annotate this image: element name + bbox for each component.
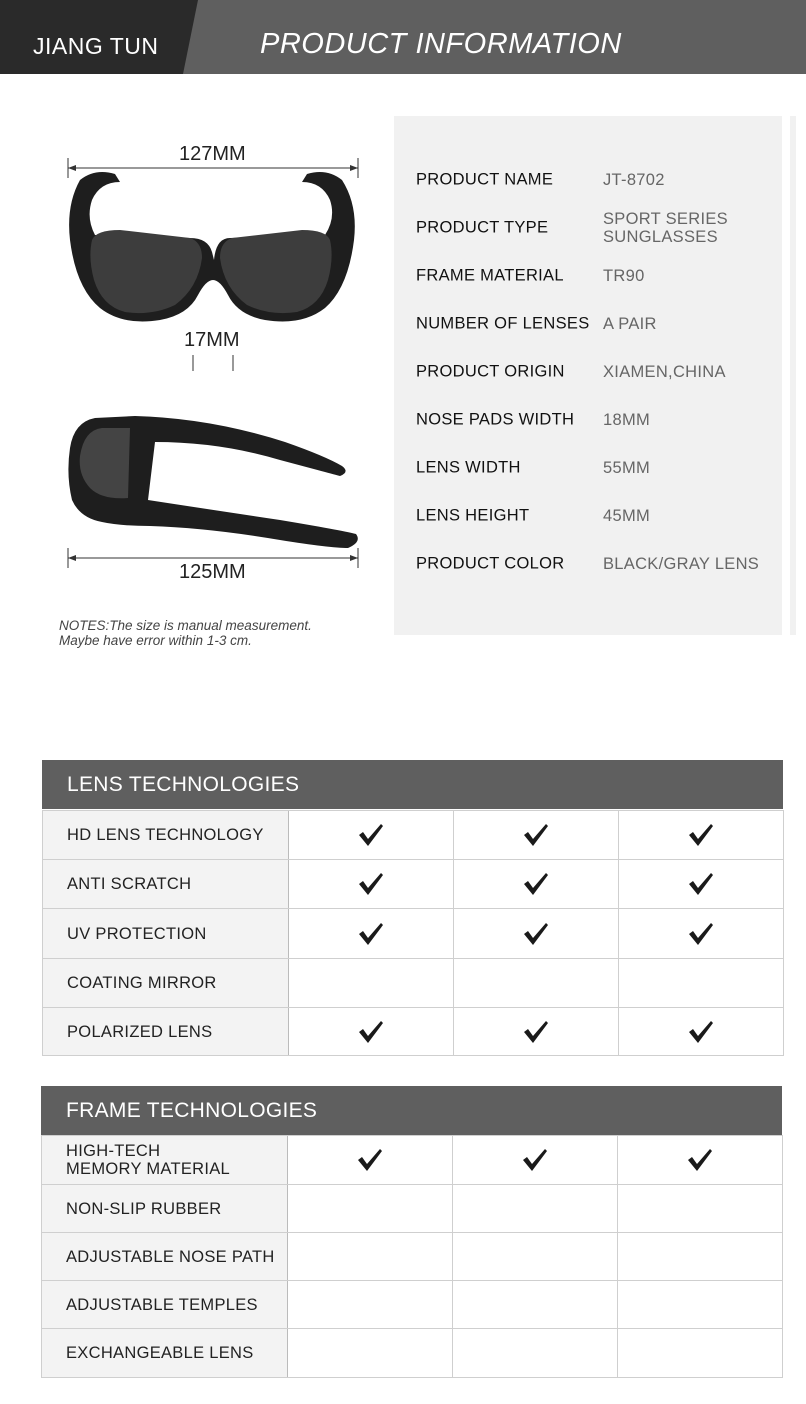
feature-label-cell xyxy=(43,959,289,1007)
feature-cell xyxy=(289,811,454,859)
feature-cell xyxy=(454,811,619,859)
feature-cell xyxy=(454,1008,619,1055)
feature-label-cell xyxy=(43,811,289,859)
check-icon xyxy=(523,823,549,847)
feature-label: UV PROTECTION xyxy=(67,924,207,943)
bridge-dimension: 17MM xyxy=(184,329,240,351)
info-row xyxy=(394,352,782,392)
feature-cell xyxy=(454,959,619,1007)
table-row xyxy=(42,1329,783,1378)
brand-name: JIANG TUN xyxy=(33,33,159,59)
info-key: NOSE PADS WIDTH xyxy=(416,410,575,429)
feature-label-cell xyxy=(42,1185,288,1232)
frame-tech-table xyxy=(41,1135,783,1378)
feature-cell xyxy=(289,860,454,908)
feature-label: NON-SLIP RUBBER xyxy=(66,1199,222,1218)
feature-cell xyxy=(289,909,454,958)
table-row xyxy=(43,959,784,1008)
measurement-notes xyxy=(59,618,312,648)
feature-label: POLARIZED LENS xyxy=(67,1022,213,1041)
page-title: PRODUCT INFORMATION xyxy=(260,28,622,60)
feature-label-cell xyxy=(42,1233,288,1280)
feature-cell xyxy=(288,1233,453,1280)
info-row xyxy=(394,304,782,344)
feature-cell xyxy=(618,1185,783,1232)
feature-label: ADJUSTABLE TEMPLES xyxy=(66,1295,258,1314)
info-key: PRODUCT ORIGIN xyxy=(416,362,565,381)
frame-tech-title: FRAME TECHNOLOGIES xyxy=(66,1098,318,1122)
check-icon xyxy=(522,1148,548,1172)
table-row xyxy=(42,1136,783,1185)
check-icon xyxy=(358,872,384,896)
lens-tech-header xyxy=(42,760,783,809)
feature-cell xyxy=(453,1233,618,1280)
feature-label-cell xyxy=(42,1281,288,1328)
feature-label: ADJUSTABLE NOSE PATH xyxy=(66,1247,275,1266)
info-row xyxy=(394,256,782,296)
width-dimension: 127MM xyxy=(179,143,246,165)
info-value: SPORT SERIES SUNGLASSES xyxy=(603,210,728,246)
info-key: PRODUCT NAME xyxy=(416,170,554,189)
info-key: LENS HEIGHT xyxy=(416,506,530,525)
info-row xyxy=(394,208,782,248)
product-info-panel xyxy=(394,116,782,635)
feature-label-cell xyxy=(43,909,289,958)
info-row xyxy=(394,544,782,584)
table-row xyxy=(43,811,784,860)
feature-cell xyxy=(454,909,619,958)
info-value: 18MM xyxy=(603,411,651,429)
feature-cell xyxy=(288,1281,453,1328)
info-row xyxy=(394,496,782,536)
front-view-glasses xyxy=(69,172,355,322)
feature-cell xyxy=(453,1281,618,1328)
info-value: XIAMEN,CHINA xyxy=(603,363,726,381)
table-row xyxy=(42,1185,783,1233)
info-row xyxy=(394,400,782,440)
table-row xyxy=(43,1008,784,1056)
temple-dimension: 125MM xyxy=(179,561,246,583)
check-icon xyxy=(358,922,384,946)
info-row xyxy=(394,448,782,488)
feature-cell xyxy=(453,1136,618,1184)
check-icon xyxy=(688,823,714,847)
notes-line-1: NOTES:The size is manual measurement. xyxy=(59,618,312,633)
check-icon xyxy=(358,823,384,847)
feature-cell xyxy=(453,1185,618,1232)
feature-label: EXCHANGEABLE LENS xyxy=(66,1344,254,1362)
check-icon xyxy=(687,1148,713,1172)
table-row xyxy=(42,1281,783,1329)
check-icon xyxy=(523,1020,549,1044)
side-view-glasses xyxy=(68,416,357,548)
feature-cell xyxy=(619,1008,784,1055)
info-key: NUMBER OF LENSES xyxy=(416,314,590,333)
feature-label-cell xyxy=(42,1329,288,1377)
feature-cell xyxy=(619,909,784,958)
feature-cell xyxy=(288,1329,453,1377)
lens-tech-title: LENS TECHNOLOGIES xyxy=(67,772,300,796)
check-icon xyxy=(688,1020,714,1044)
info-key: PRODUCT TYPE xyxy=(416,218,549,237)
notes-line-2: Maybe have error within 1-3 cm. xyxy=(59,633,252,648)
info-value: A PAIR xyxy=(603,315,657,333)
feature-cell xyxy=(619,860,784,908)
info-key: FRAME MATERIAL xyxy=(416,266,564,285)
feature-cell xyxy=(618,1233,783,1280)
check-icon xyxy=(523,922,549,946)
feature-cell xyxy=(289,1008,454,1055)
feature-cell xyxy=(618,1329,783,1377)
sunglasses-illustration xyxy=(40,130,380,600)
info-value: 45MM xyxy=(603,507,651,525)
info-value: BLACK/GRAY LENS xyxy=(603,555,760,573)
info-key: PRODUCT COLOR xyxy=(416,554,565,573)
check-icon xyxy=(523,872,549,896)
feature-label: ANTI SCRATCH xyxy=(67,875,192,893)
check-icon xyxy=(358,1020,384,1044)
feature-cell xyxy=(619,811,784,859)
info-value: 55MM xyxy=(603,459,651,477)
feature-cell xyxy=(454,860,619,908)
feature-cell xyxy=(619,959,784,1007)
check-icon xyxy=(688,922,714,946)
check-icon xyxy=(357,1148,383,1172)
info-row xyxy=(394,160,782,200)
feature-cell xyxy=(453,1329,618,1377)
info-key: LENS WIDTH xyxy=(416,458,521,477)
feature-label-cell xyxy=(43,1008,289,1055)
frame-tech-header xyxy=(41,1086,782,1135)
feature-cell xyxy=(618,1281,783,1328)
lens-tech-table xyxy=(42,810,784,1056)
info-value: TR90 xyxy=(603,267,645,285)
top-banner xyxy=(0,0,806,74)
feature-cell xyxy=(618,1136,783,1184)
check-icon xyxy=(688,872,714,896)
feature-label-cell xyxy=(43,860,289,908)
feature-cell xyxy=(288,1136,453,1184)
table-row xyxy=(43,860,784,909)
feature-label: HD LENS TECHNOLOGY xyxy=(67,826,264,844)
feature-label: COATING MIRROR xyxy=(67,974,217,992)
feature-cell xyxy=(289,959,454,1007)
feature-label: HIGH-TECH MEMORY MATERIAL xyxy=(66,1142,231,1178)
panel-edge xyxy=(790,116,796,635)
feature-label-cell xyxy=(42,1136,288,1184)
table-row xyxy=(43,909,784,959)
info-value: JT-8702 xyxy=(603,171,665,189)
table-row xyxy=(42,1233,783,1281)
feature-cell xyxy=(288,1185,453,1232)
